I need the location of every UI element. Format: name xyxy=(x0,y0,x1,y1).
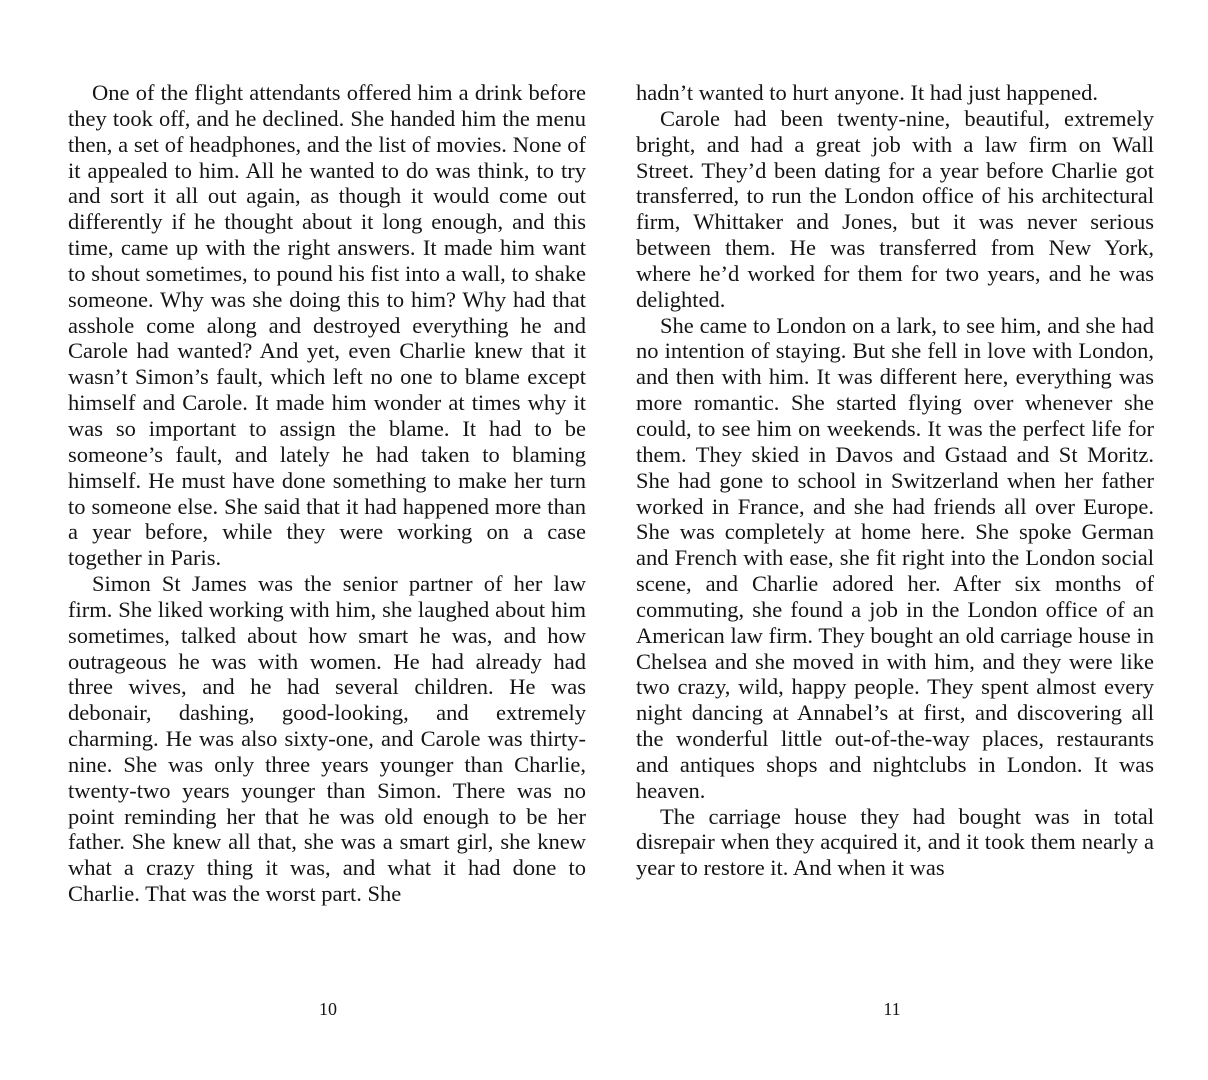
page-number-left: 10 xyxy=(319,999,337,1019)
paragraph: Simon St James was the senior partner of her law firm. She liked working with him, she laughed about him sometimes, talked about how smart he was, and how outrageous he was with women. He had already had three wives, and he had several children. He was debonair, dashing, good-looking, and extremely charming. He was also sixty-one, and Carole was thirty-nine. She was only three years younger than Charlie, twenty-two years younger than Simon. There was no point reminding her that he was old enough to be her father. She knew all that, she was a smart girl, she knew what a crazy thing it was, and what it had done to Charlie. That was the worst part. She xyxy=(68,571,586,907)
paragraph: One of the flight attendants offered him a drink before they took off, and he declined. She handed him the menu then, a set of headphones, and the list of movies. None of it appealed to him. All he wanted to do was think, to try and sort it all out again, as though it would come out differently if he thought about it long enough, and this time, came up with the right answers. It made him want to shout sometimes, to pound his fist into a wall, to shake someone. Why was she doing this to him? Why had that asshole come along and destroyed everything he and Carole had wanted? And yet, even Charlie knew that it wasn’t Simon’s fault, which left no one to blame except himself and Carole. It made him wonder at times why it was so important to assign the blame. It had to be someone’s fault, and lately he had taken to blaming himself. He must have done something to make her turn to someone else. She said that it had happened more than a year before, while they were working on a case together in Paris. xyxy=(68,80,586,571)
right-page-text xyxy=(636,80,1154,881)
paragraph: She came to London on a lark, to see him, and she had no intention of staying. But she fell in love with London, and then with him. It was different here, everything was more romantic. She started flying over whenever she could, to see him on weekends. It was the perfect life for them. They skied in Davos and Gstaad and St Moritz. She had gone to school in Switzerland when her father worked in France, and she had friends all over Europe. She was completely at home here. She spoke German and French with ease, she fit right into the London social scene, and Charlie adored her. After six months of commuting, she found a job in the London office of an American law firm. They bought an old carriage house in Chelsea and she moved in with him, and they were like two crazy, wild, happy people. They spent almost every night dancing at Annabel’s at first, and discovering all the wonderful little out-of-the-way places, restaurants and antiques shops and nightclubs in London. It was heaven. xyxy=(636,312,1154,803)
paragraph: The carriage house they had bought was in total disrepair when they acquired it, and it took them nearly a year to restore it. And when it was xyxy=(636,803,1154,881)
paragraph: Carole had been twenty-nine, beautiful, extremely bright, and had a great job with a law firm on Wall Street. They’d been dating for a year before Charlie got transferred, to run the London office of his architectural firm, Whittaker and Jones, but it was never serious between them. He was transferred from New York, where he’d worked for them for two years, and he was delighted. xyxy=(636,105,1154,312)
left-page-text xyxy=(68,80,586,907)
right-page xyxy=(636,80,1154,881)
left-page xyxy=(68,80,586,907)
paragraph-continued: hadn’t wanted to hurt anyone. It had just happened. xyxy=(636,80,1098,105)
page-number-right: 11 xyxy=(883,999,901,1019)
